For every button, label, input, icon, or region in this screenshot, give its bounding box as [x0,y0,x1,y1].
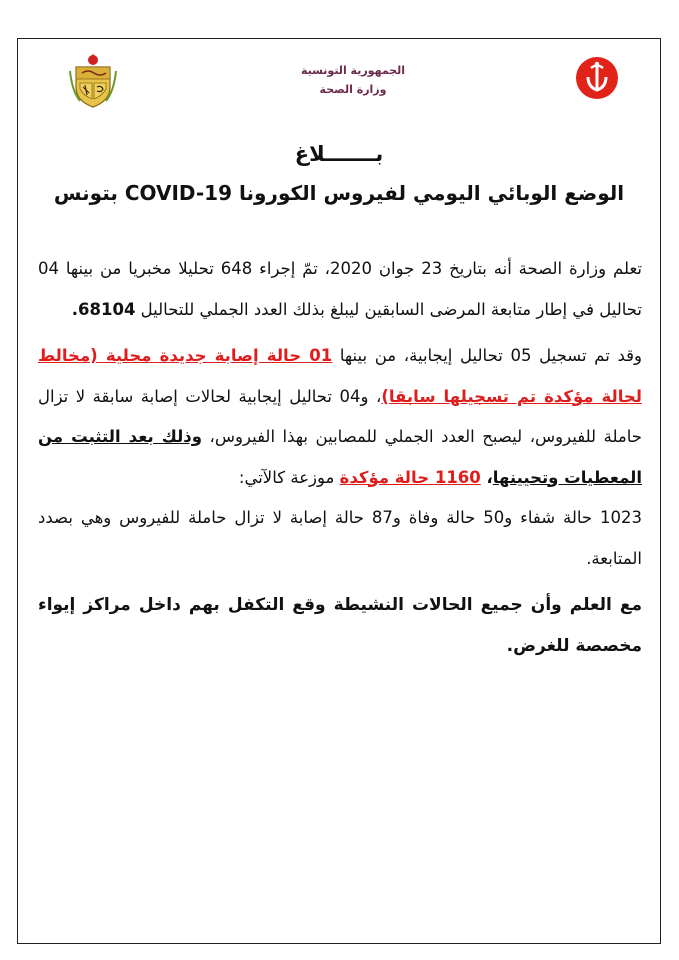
paragraph-breakdown: 1023 حالة شفاء و50 حالة وفاة و87 حالة إصابة لا تزال حاملة للفيروس وهي بصدد المتابعة. [38,508,642,568]
paragraph-cases: وقد تم تسجيل 05 تحاليل إيجابية، من بينها 01 حالة إصابة جديدة محلية (مخالط لحالة مؤكدة تم تسجيلها سابقا)، و04 تحاليل إيجابية لحالات إصابة سابقة لا تزال حاملة للفيروس، ليصبح العدد الجملي للمصابين بهذا الفيروس، وذلك بعد التثبت من المعطيات وتحيينها، 1160 حالة مؤكدة موزعة كالآتي: [38,346,642,487]
republic-name: الجمهورية التونسية [300,64,406,77]
total-tests: 68104. [71,299,136,319]
verification-note: وذلك بعد التثبت من المعطيات وتحيينها [38,427,642,487]
document-body [38,249,642,666]
announcement-title: بـــــــلاغ [294,142,384,166]
document-header [18,39,660,134]
ministry-health-logo-icon [574,55,620,101]
paragraph-active-cases: مع العلم وأن جميع الحالات النشيطة وقع التكفل بهم داخل مراكز إيواء مخصصة للغرض. [38,595,642,656]
header-text [288,61,418,99]
paragraph-tests: تعلم وزارة الصحة أنه بتاريخ 23 جوان 2020، تمّ إجراء 648 تحليلا مخبريا من بينها 04 تحاليل في إطار متابعة المرضى السابقين ليبلغ بذلك العدد الجملي للتحاليل 68104. [38,259,642,319]
document-titles [18,139,660,213]
new-local-case: 01 حالة إصابة جديدة محلية (مخالط لحالة مؤكدة تم تسجيلها سابقا) [38,346,642,406]
document-frame [17,38,661,944]
subject-title: الوضع الوبائي اليومي لفيروس الكورونا COVID-19 بتونس [53,181,625,205]
tunisia-coat-of-arms-icon [68,51,118,109]
ministry-name: وزارة الصحة [319,83,387,96]
total-confirmed-cases: 1160 حالة مؤكدة [339,467,481,487]
